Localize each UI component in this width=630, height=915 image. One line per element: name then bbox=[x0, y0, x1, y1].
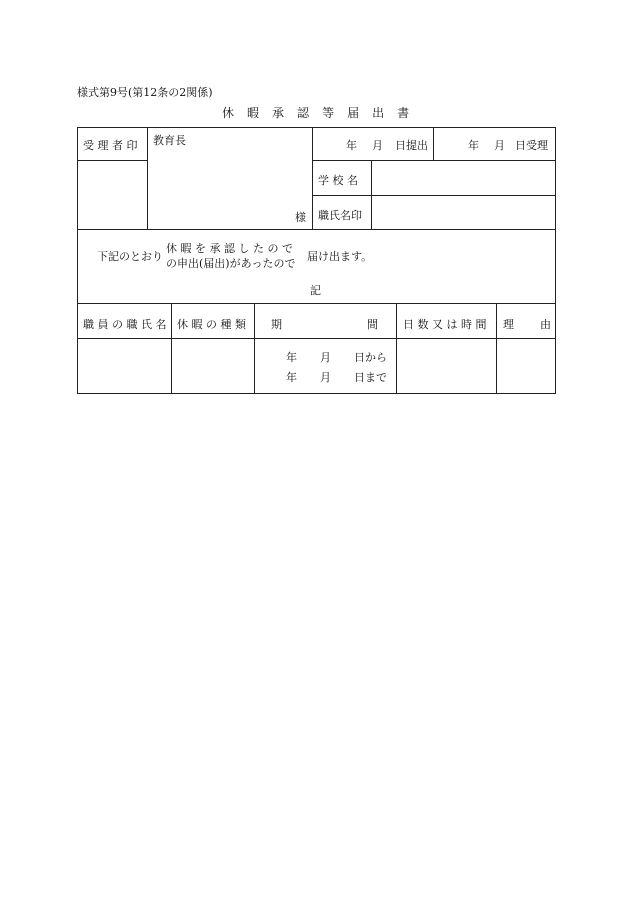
title-char: 等 bbox=[322, 106, 336, 120]
header-period-a: 期 bbox=[271, 318, 282, 331]
title-char: 書 bbox=[397, 106, 411, 120]
title-char: 出 bbox=[372, 106, 386, 120]
official-name-seal-field[interactable] bbox=[378, 203, 548, 223]
title-char: 承 bbox=[272, 106, 286, 120]
school-name-label: 学 校 名 bbox=[318, 174, 358, 187]
header-reason-a: 理 bbox=[503, 318, 514, 331]
submitted-month: 月 bbox=[372, 139, 383, 152]
to-year: 年 bbox=[286, 371, 297, 384]
title-char: 届 bbox=[347, 106, 361, 120]
received-month: 月 bbox=[494, 139, 505, 152]
header-leave-type: 休 暇 の 種 類 bbox=[177, 318, 246, 331]
official-name-seal-label: 職氏名印 bbox=[318, 209, 362, 222]
row-reason-field[interactable] bbox=[503, 346, 549, 386]
header-days-hours: 日 数 又 は 時 間 bbox=[403, 318, 487, 331]
title-char: 休 bbox=[222, 106, 236, 120]
notice-option-approve: 休 暇 を 承 認 し た の で bbox=[166, 242, 293, 255]
notice-option-request: の申出(届出)があったので bbox=[166, 257, 296, 270]
form-title bbox=[222, 104, 422, 121]
school-name-field[interactable] bbox=[378, 168, 548, 188]
header-reason-b: 由 bbox=[540, 318, 551, 331]
form-number: 様式第9号(第12条の2関係) bbox=[77, 86, 213, 99]
row-leave-type-field[interactable] bbox=[177, 346, 247, 386]
to-day: 日まで bbox=[354, 371, 387, 384]
receiver-seal-field[interactable] bbox=[83, 176, 141, 224]
title-char: 暇 bbox=[247, 106, 261, 120]
row-days-hours-field[interactable] bbox=[403, 346, 489, 386]
from-year: 年 bbox=[286, 351, 297, 364]
from-day: 日から bbox=[354, 351, 387, 364]
honorific: 様 bbox=[295, 211, 306, 224]
header-staff-name: 職 員 の 職 氏 名 bbox=[83, 318, 167, 331]
row-staff-name-field[interactable] bbox=[83, 346, 165, 386]
notice-prefix: 下記のとおり bbox=[97, 250, 163, 263]
header-period-b: 間 bbox=[367, 318, 378, 331]
title-char: 認 bbox=[297, 106, 311, 120]
received-year: 年 bbox=[468, 139, 479, 152]
received-day: 日受理 bbox=[515, 139, 548, 152]
to-month: 月 bbox=[320, 371, 331, 384]
notice-ki: 記 bbox=[310, 284, 321, 297]
notice-suffix: 届け出ます。 bbox=[307, 250, 373, 263]
from-month: 月 bbox=[320, 351, 331, 364]
submitted-year: 年 bbox=[346, 139, 357, 152]
submitted-day: 日提出 bbox=[395, 139, 428, 152]
addressee: 教育長 bbox=[153, 134, 186, 147]
receiver-seal-label: 受 理 者 印 bbox=[83, 139, 138, 152]
